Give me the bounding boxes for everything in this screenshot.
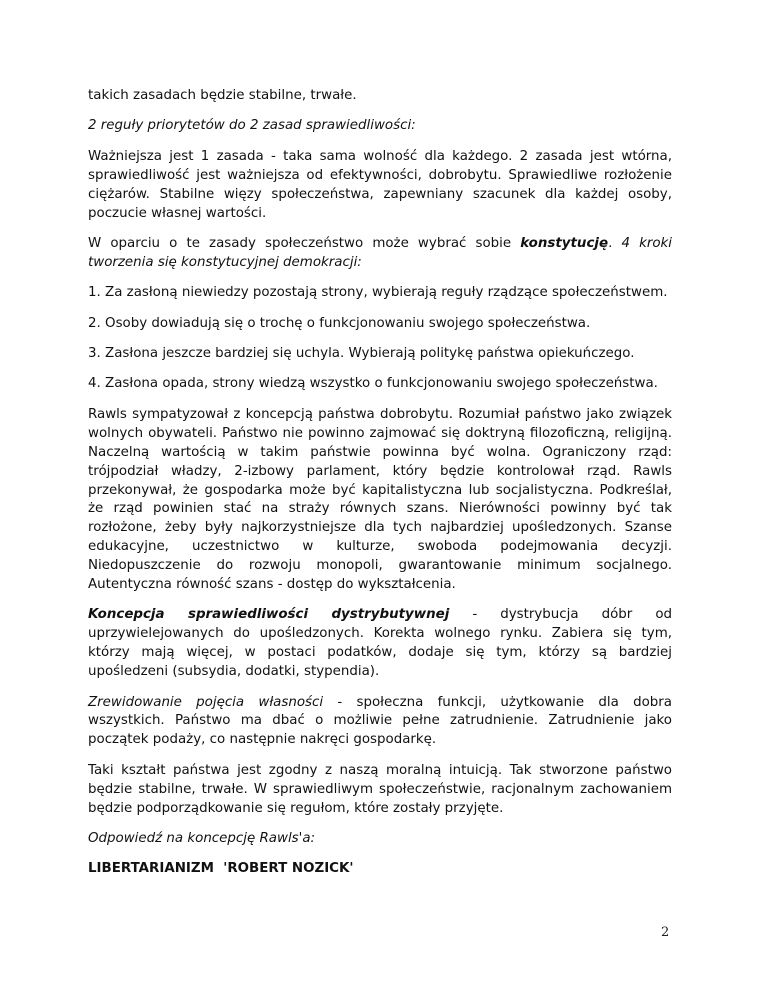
paragraph-first-principle: Ważniejsza jest 1 zasada - taka sama wolność dla każdego. 2 zasada jest wtórna, sprawiedliwość jest ważniejsza od efektywności, dobrobytu. Sprawiedliwe rozłożenie ciężarów. Stabilne więzy społeczeństwa, zapewniany szacunek dla każdej osoby, poczucie własnej wartości.	[88, 148, 672, 221]
paragraph-moral-intuition: Taki kształt państwa jest zgodny z naszą moralną intuicją. Tak stworzone państwo będzie stabilne, trwałe. W sprawiedliwym społeczeństwie, racjonalnym zachowaniem będzie podporządkowanie się regułom, które zostały przyjęte.	[88, 762, 672, 816]
distributive-justice-text: - dystrybucja dóbr od uprzywielejowanych do upośledzonych. Korekta wolnego rynku. Zabiera się tym, którzy mają więcej, w postaci podatków, dodaje się tym, którzy są bardziej upośledzeni (subsydia, dodatki, stypendia).	[88, 607, 673, 680]
paragraph-priority-rules-title: 2 reguły priorytetów do 2 zasad sprawiedliwości:	[88, 118, 416, 134]
four-steps-title: 4 kroki tworzenia się konstytucyjnej demokracji:	[88, 235, 673, 270]
page-number: 2	[661, 925, 670, 940]
step-4: 4. Zasłona opada, strony wiedzą wszystko o funkcjonowaniu swojego społeczeństwa.	[88, 376, 658, 392]
property-revision-text: - społeczna funkcji, użytkowanie dla dobra wszystkich. Państwo ma dbać o możliwie pełne zatrudnienie. Zatrudnienie jako początek podaży, co następnie nakręci gospodarkę.	[88, 694, 672, 748]
paragraph-distributive-justice	[88, 606, 672, 682]
constitution-dot: .	[608, 235, 613, 251]
constitution-lead-text: W oparciu o te zasady społeczeństwo może wybrać sobie	[88, 235, 521, 251]
page-content	[88, 87, 672, 879]
property-revision-term: Zrewidowanie pojęcia własności	[88, 694, 324, 710]
distributive-justice-term: Koncepcja sprawiedliwości dystrybutywnej	[88, 607, 450, 623]
paragraph-constitution	[88, 235, 672, 273]
paragraph-response-title: Odpowiedź na koncepcję Rawls'a:	[88, 831, 316, 846]
step-2: 2. Osoby dowiadują się o trochę o funkcjonowaniu swojego społeczeństwa.	[88, 315, 591, 331]
constitution-term: konstytucję	[520, 235, 609, 251]
paragraph-intro-tail: takich zasadach będzie stabilne, trwałe.	[88, 88, 357, 103]
section-heading-libertarianism: LIBERTARIANIZM 'ROBERT NOZICK'	[88, 861, 354, 877]
paragraph-welfare-state: Rawls sympatyzował z koncepcją państwa dobrobytu. Rozumiał państwo jako związek wolnych obywateli. Państwo nie powinno zajmować się doktryną filozoficzną, religijną. Naczelną wartością w takim państwie powinna być wolna. Ograniczony rząd: trójpodział władzy, 2-izbowy parlament, który będzie kontrolował rząd. Rawls przekonywał, że gospodarka może być kapitalistyczna lub socjalistyczna. Podkreślał, że rząd powinien stać na straży równych szans. Nierówności powinny być tak rozłożone, żeby były najkorzystniejsze dla tych najbardziej upośledzonych. Szanse edukacyjne, uczestnictwo w kulturze, swoboda podejmowania decyzji. Niedopuszczenie do rozwoju monopoli, gwarantowanie minimum socjalnego. Autentyczna równość szans - dostęp do wykształcenia.	[88, 406, 672, 593]
paragraph-property-revision	[88, 694, 672, 751]
step-3: 3. Zasłona jeszcze bardziej się uchyla. Wybierają politykę państwa opiekuńczego.	[88, 346, 635, 362]
step-1: 1. Za zasłoną niewiedzy pozostają strony, wybierają reguły rządzące społeczeństwem.	[88, 285, 668, 301]
